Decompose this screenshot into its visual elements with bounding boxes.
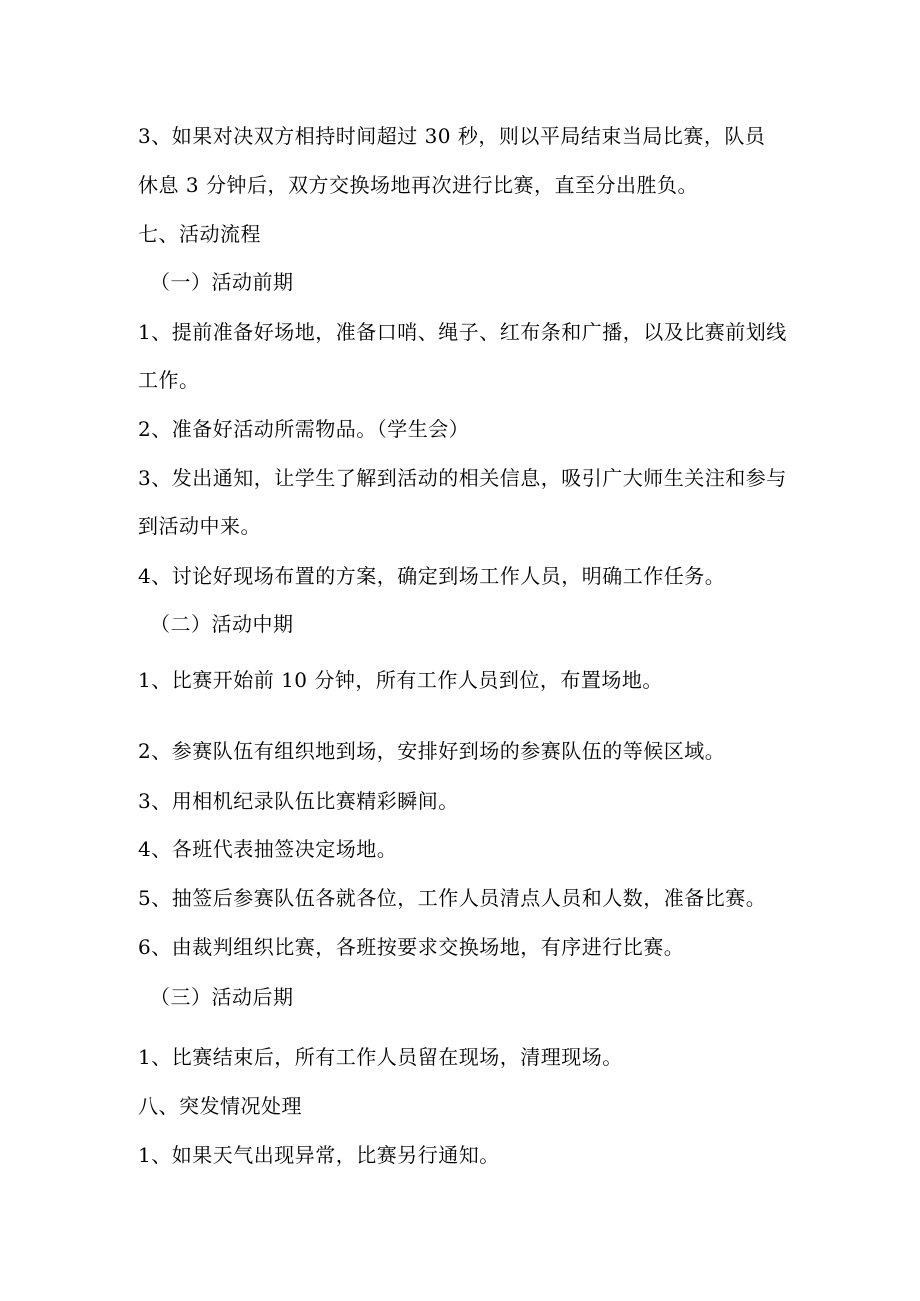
- rule-item-3-continuation: 休息 3 分钟后，双方交换场地再次进行比赛，直至分出胜负。: [138, 173, 698, 197]
- pre-item-4: 4、讨论好现场布置的方案，确定到场工作人员，明确工作任务。: [138, 564, 726, 588]
- pre-item-3: 3、发出通知，让学生了解到活动的相关信息，吸引广大师生关注和参与: [138, 466, 787, 490]
- pre-item-3-continuation: 到活动中来。: [138, 514, 261, 538]
- pre-item-1-continuation: 工作。: [138, 368, 200, 392]
- mid-item-5: 5、抽签后参赛队伍各就各位，工作人员清点人员和人数，准备比赛。: [138, 886, 767, 910]
- section-heading-activity-process: 七、活动流程: [138, 222, 261, 246]
- mid-item-6: 6、由裁判组织比赛，各班按要求交换场地，有序进行比赛。: [138, 935, 685, 959]
- subheading-post-activity: （三）活动后期: [150, 985, 294, 1009]
- mid-item-3: 3、用相机纪录队伍比赛精彩瞬间。: [138, 789, 459, 813]
- rule-item-3: 3、如果对决双方相持时间超过 30 秒，则以平局结束当局比赛，队员: [138, 124, 766, 148]
- pre-item-2: 2、准备好活动所需物品。（学生会）: [138, 417, 470, 441]
- post-item-1: 1、比赛结束后，所有工作人员留在现场，清理现场。: [138, 1045, 623, 1069]
- mid-item-1: 1、比赛开始前 10 分钟，所有工作人员到位，布置场地。: [138, 668, 663, 692]
- pre-item-1: 1、提前准备好场地，准备口哨、绳子、红布条和广播，以及比赛前划线: [138, 320, 787, 344]
- subheading-pre-activity: （一）活动前期: [150, 270, 294, 294]
- emergency-item-1: 1、如果天气出现异常，比赛另行通知。: [138, 1143, 500, 1167]
- mid-item-2: 2、参赛队伍有组织地到场，安排好到场的参赛队伍的等候区域。: [138, 739, 726, 763]
- subheading-mid-activity: （二）活动中期: [150, 612, 294, 636]
- mid-item-4: 4、各班代表抽签决定场地。: [138, 837, 398, 861]
- section-heading-emergency-handling: 八、突发情况处理: [138, 1094, 302, 1118]
